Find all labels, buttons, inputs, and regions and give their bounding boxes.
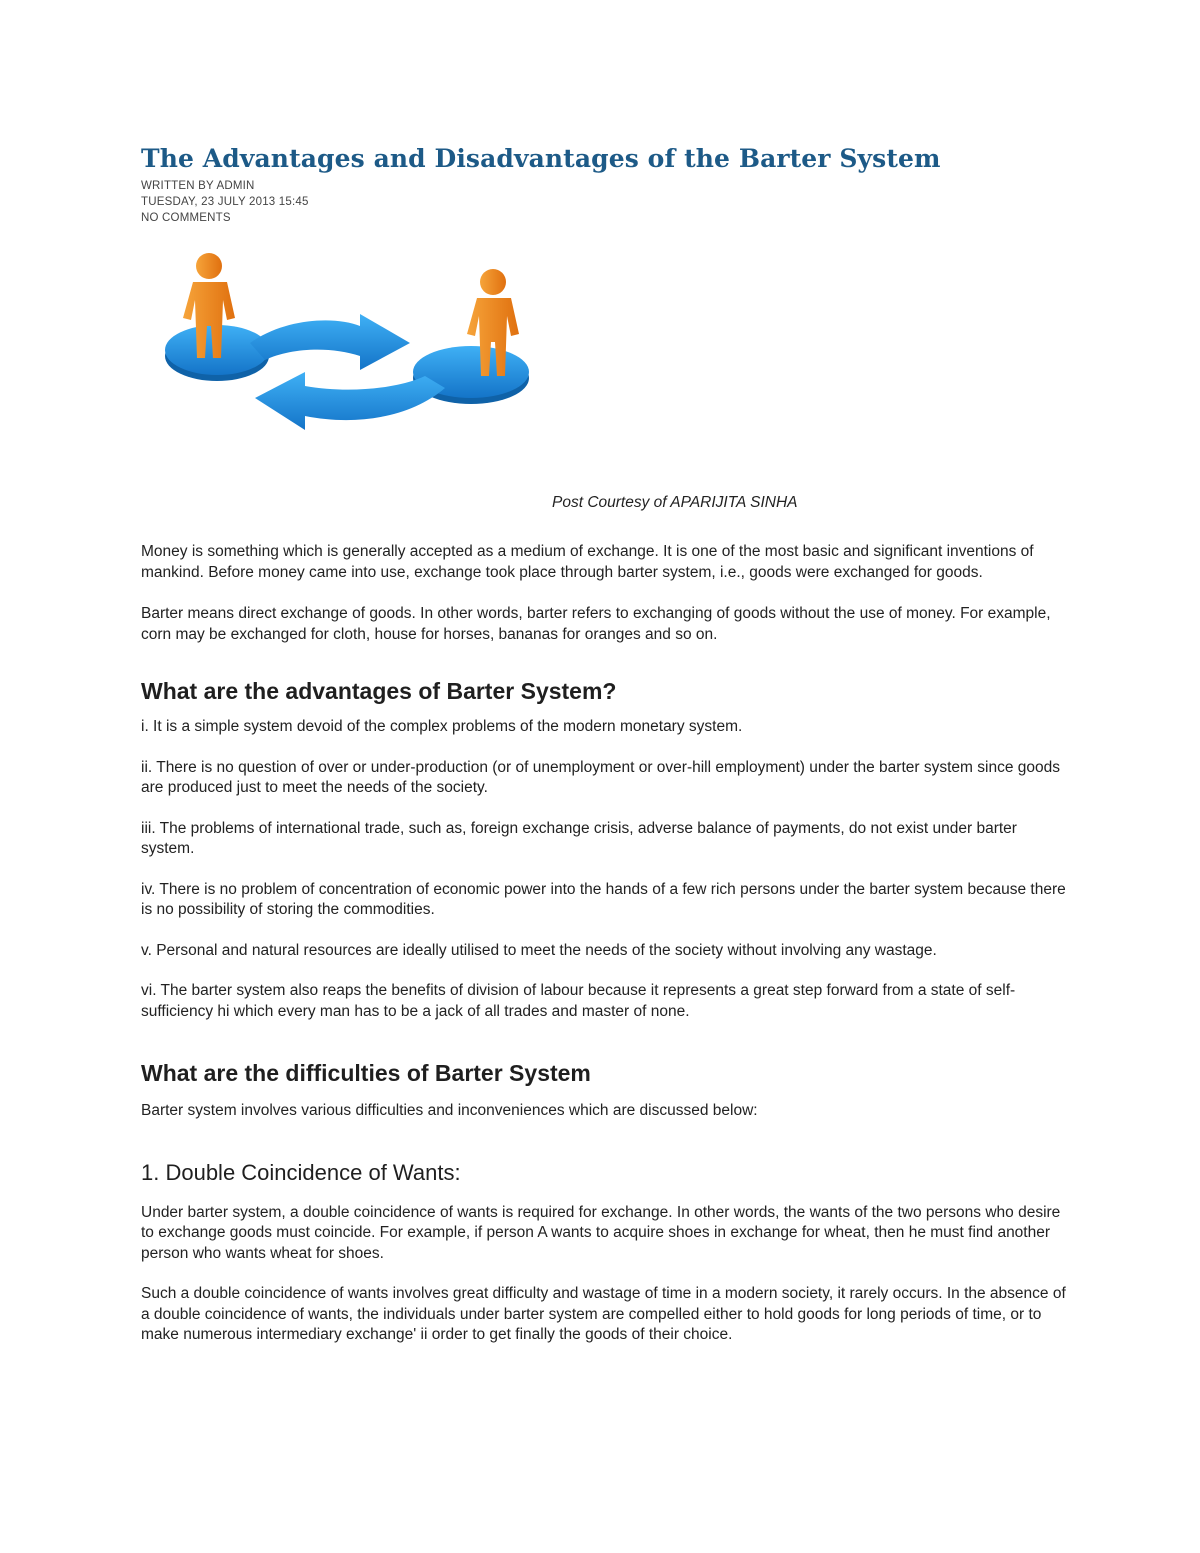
double-coincidence-heading: 1. Double Coincidence of Wants:	[141, 1159, 461, 1185]
double-coincidence-paragraph-2: Such a double coincidence of wants involves great difficulty and wastage of time in a modern society, it rarely occurs. In the absence of a double coincidence of wants, the individuals under barter system are compelled either to hold goods for long periods of time, or to make numerous intermediary exchange' ii order to get finally the goods of their choice.	[141, 1285, 1066, 1343]
barter-exchange-icon	[155, 248, 555, 483]
comments-line: NO COMMENTS	[141, 212, 231, 224]
list-item: ii. There is no question of over or under-production (or of unemployment or over-hill employment) under the barter system since goods are produced just to meet the needs of the society.	[141, 758, 1060, 796]
article	[141, 140, 1066, 1346]
list-item: i. It is a simple system devoid of the complex problems of the modern monetary system.	[141, 718, 743, 735]
author-line: WRITTEN BY ADMIN	[141, 180, 255, 192]
advantages-list	[141, 717, 1066, 1022]
barter-exchange-illustration	[155, 248, 555, 483]
double-coincidence-paragraph-1: Under barter system, a double coincidence of wants is required for exchange. In other words, the wants of the two persons who desire to exchange goods must coincide. For example, if person A wants to acquire shoes in exchange for wheat, then he must find another person who wants wheat for shoes.	[141, 1203, 1061, 1262]
list-item: iv. There is no problem of concentration of economic power into the hands of a few rich persons under the barter system because there is no possibility of storing the commodities.	[141, 880, 1066, 918]
advantages-heading: What are the advantages of Barter System?	[141, 678, 617, 704]
list-item: iii. The problems of international trade, such as, foreign exchange crisis, adverse balance of payments, do not exist under barter system.	[141, 819, 1017, 857]
date-line: TUESDAY, 23 JULY 2013 15:45	[141, 196, 309, 208]
article-title: The Advantages and Disadvantages of the Barter System	[141, 144, 941, 173]
list-item: v. Personal and natural resources are ideally utilised to meet the needs of the society without involving any wastage.	[141, 941, 937, 959]
difficulties-intro: Barter system involves various difficulties and inconveniences which are discussed below:	[141, 1102, 758, 1119]
difficulties-heading: What are the difficulties of Barter System	[141, 1060, 591, 1086]
intro-paragraph-2: Barter means direct exchange of goods. In other words, barter refers to exchanging of goods without the use of money. For example, corn may be exchanged for cloth, house for horses, bananas for oranges and so on.	[141, 605, 1051, 643]
article-meta	[141, 178, 1066, 226]
intro-paragraph-1: Money is something which is generally accepted as a medium of exchange. It is one of the most basic and significant inventions of mankind. Before money came into use, exchange took place through barter system, i.e., goods were exchanged for goods.	[141, 543, 1034, 581]
list-item: vi. The barter system also reaps the benefits of division of labour because it represents a great step forward from a state of self- sufficiency hi which every man has to be a jack of all trades and master of none.	[141, 982, 1016, 1020]
post-courtesy: Post Courtesy of APARIJITA SINHA	[552, 494, 798, 511]
